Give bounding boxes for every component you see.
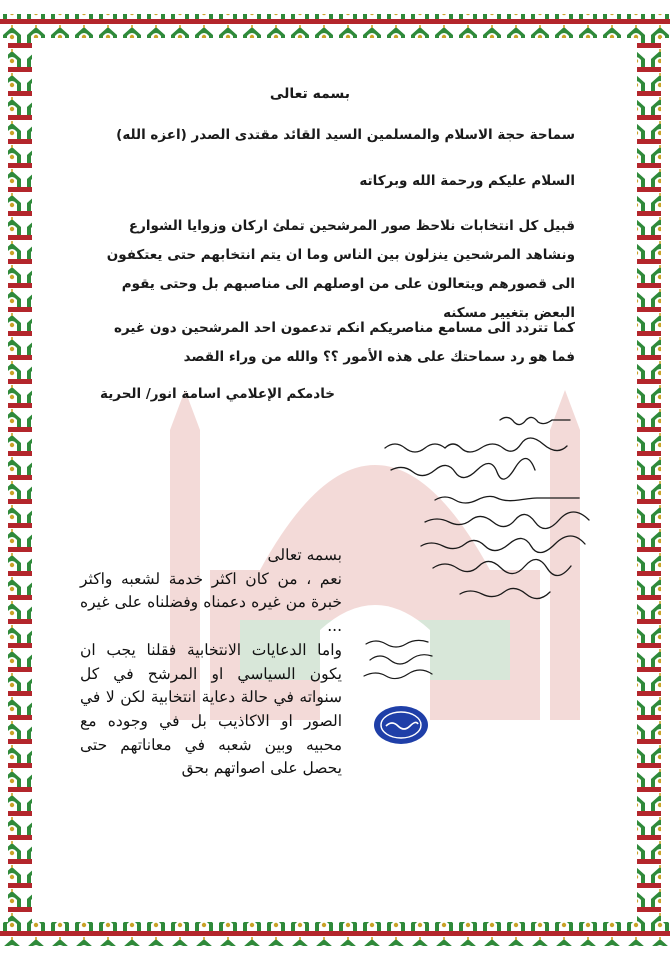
letter-heading: بسمه تعالى <box>269 86 350 102</box>
handwritten-reply-image <box>325 408 625 623</box>
reply-paragraph: واما الدعايات الانتخابية فقلنا يجب ان يكون السياسي او المرشح في كل سنواته في حالة دعاية انتخابية لكن لا في الصور او الاكاذيب بل في وجوده مع محبيه وبين شعبه في معاناتهم حتى يحصل على اصواتهم بحق <box>80 640 342 778</box>
letter-paragraph: كما تتردد الى مسامع مناصريكم انكم تدعمون احد المرشحين دون غيره فما هو رد سماحتك على هذه الأمور ؟؟ والله من وراء القصد <box>114 320 575 365</box>
reply-paragraph: نعم ، من كان اكثر خدمة لشعبه واكثر خبرة من غيره دعمناه وفضلناه على غيره ... <box>80 569 342 636</box>
letter-address: سماحة حجة الاسلام والمسلمين السيد القائد مقتدى الصدر (اعزه الله) <box>116 127 575 143</box>
letter-signature: خادمكم الإعلامي اسامة انور/ الحرية <box>100 386 335 402</box>
blue-seal-stamp <box>372 704 430 746</box>
letter-paragraph: قبيل كل انتخابات نلاحظ صور المرشحين تملئ اركان وزوايا الشوارع ونشاهد المرشحين ينزلون بين الناس وما ان يتم انتخابهم حتى يعتكفون الى قصورهم ويتعالون على من اوصلهم الى مناصبهم بل وحتى يقوم البعض بتغيير مسكنه <box>106 218 575 321</box>
letter-greeting: السلام عليكم ورحمة الله وبركاته <box>359 173 575 189</box>
reply-transcription <box>80 544 342 781</box>
handwritten-signature <box>358 632 438 692</box>
reply-heading: بسمه تعالى <box>267 546 342 564</box>
